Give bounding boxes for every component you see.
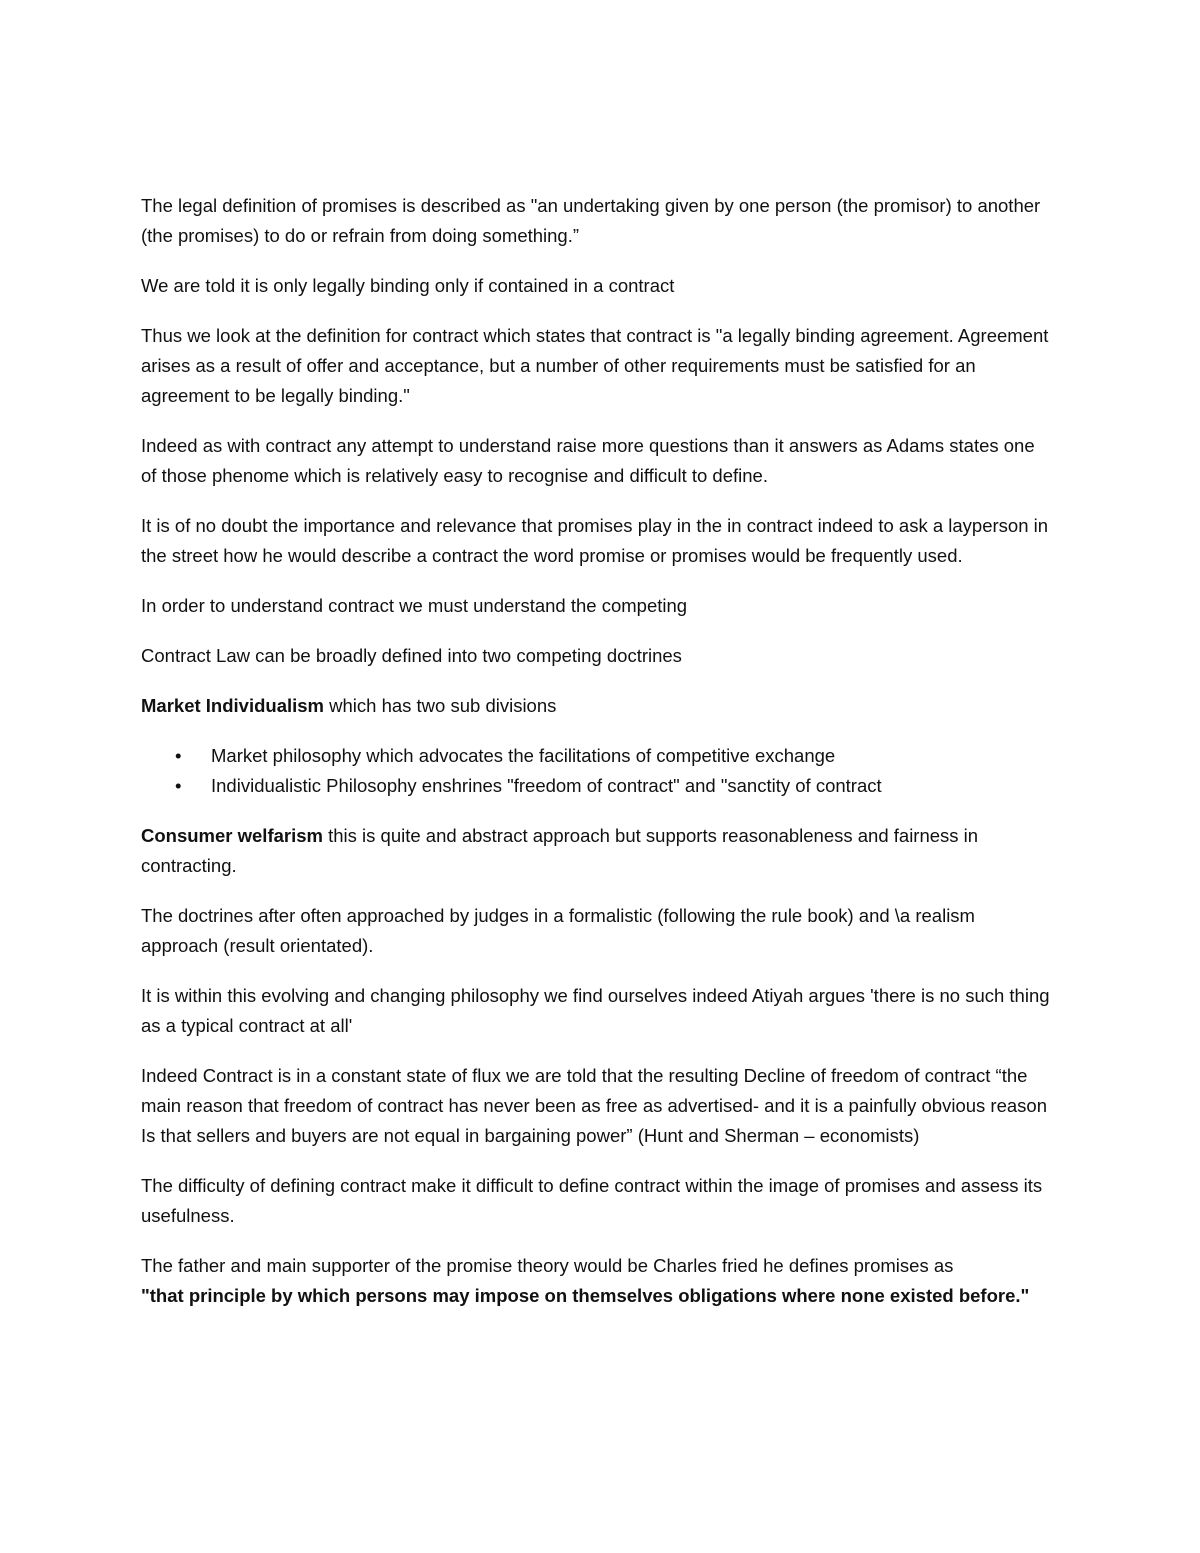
paragraph-judges: The doctrines after often approached by judges in a formalistic (following the rule book) and \a realism approach (result orientated). [141, 905, 975, 956]
fried-quote: "that principle by which persons may impose on themselves obligations where none existed before." [141, 1285, 1030, 1306]
paragraph-legal-definition: The legal definition of promises is described as "an undertaking given by one person (the promisor) to another (the promises) to do or refrain from doing something.” [141, 195, 1041, 246]
list-item [141, 741, 1051, 771]
paragraph-legally-binding: We are told it is only legally binding only if contained in a contract [141, 275, 675, 296]
paragraph-market-individualism-text: which has two sub divisions [324, 695, 557, 716]
bullet-icon: • [175, 745, 182, 766]
list-item-text: Individualistic Philosophy enshrines "freedom of contract" and "sanctity of contract [211, 775, 882, 796]
sub-divisions-list [141, 741, 1051, 801]
paragraph-competing: In order to understand contract we must understand the competing [141, 595, 688, 616]
term-consumer-welfarism: Consumer welfarism [141, 825, 323, 846]
list-item [141, 771, 1051, 801]
paragraph-contract-definition: Thus we look at the definition for contract which states that contract is "a legally binding agreement. Agreement arises as a result of offer and acceptance, but a number of other requirements must be satisfied for an agreement to be legally binding." [141, 325, 1049, 406]
paragraph-doctrines: Contract Law can be broadly defined into two competing doctrines [141, 645, 682, 666]
paragraph-promise-theory-text: The father and main supporter of the promise theory would be Charles fried he defines promises as [141, 1255, 954, 1276]
bullet-icon: • [175, 775, 182, 796]
paragraph-difficulty: The difficulty of defining contract make it difficult to define contract within the image of promises and assess its usefulness. [141, 1175, 1043, 1226]
list-item-text: Market philosophy which advocates the facilitations of competitive exchange [211, 745, 836, 766]
paragraph-promise-theory [141, 1251, 1051, 1311]
term-market-individualism: Market Individualism [141, 695, 324, 716]
paragraph-consumer-welfarism-text: this is quite and abstract approach but supports reasonableness and fairness in contracting. [141, 825, 979, 876]
document-page [141, 191, 1051, 1331]
paragraph-adams: Indeed as with contract any attempt to understand raise more questions than it answers as Adams states one of those phenome which is relatively easy to recognise and difficult to define. [141, 435, 1035, 486]
paragraph-flux: Indeed Contract is in a constant state of flux we are told that the resulting Decline of freedom of contract “the main reason that freedom of contract has never been as free as advertised- and it is a painfully obvious reason Is that sellers and buyers are not equal in bargaining power” (Hunt and Sherman – economists) [141, 1065, 1047, 1146]
paragraph-consumer-welfarism [141, 821, 1051, 881]
paragraph-market-individualism [141, 691, 1051, 721]
paragraph-atiyah: It is within this evolving and changing philosophy we find ourselves indeed Atiyah argues 'there is no such thing as a typical contract at all' [141, 985, 1050, 1036]
paragraph-importance: It is of no doubt the importance and relevance that promises play in the in contract indeed to ask a layperson in the street how he would describe a contract the word promise or promises would be frequently used. [141, 515, 1049, 566]
